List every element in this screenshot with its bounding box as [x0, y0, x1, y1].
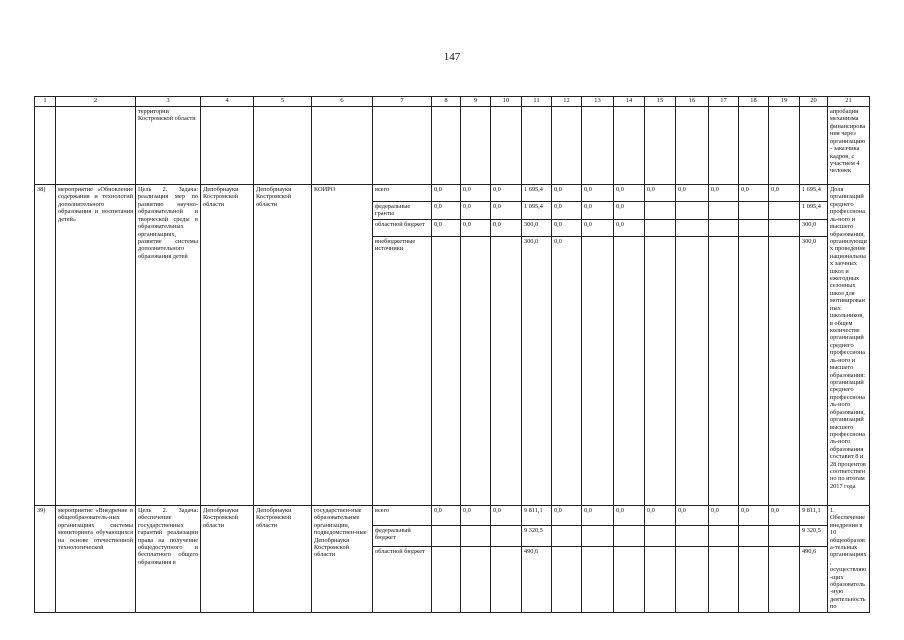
amount-cell: 0,0 — [582, 505, 614, 525]
amount-cell: 0,0 — [461, 505, 491, 525]
amount-cell: 1 695,4 — [800, 185, 828, 202]
amount-cell: 0,0 — [769, 185, 800, 202]
amount-cell — [582, 236, 614, 505]
financing-table — [34, 96, 870, 613]
amount-cell — [614, 526, 645, 547]
amount-cell — [432, 547, 461, 612]
target-indicator: 1. Обеспечение внедрения в 10 общеобразова-тельных организациях, осуществляю-щих образователь-ную деятельность по — [828, 505, 870, 612]
amount-cell: 9 320,5 — [800, 526, 828, 547]
header-col-20: 20 — [800, 97, 828, 107]
amount-cell: 0,0 — [432, 505, 461, 525]
amount-cell — [676, 236, 709, 505]
funding-source: всего — [373, 505, 432, 525]
amount-cell: 0,0 — [432, 202, 461, 220]
amount-cell — [739, 202, 769, 220]
amount-cell: 0,0 — [461, 185, 491, 202]
amount-cell — [552, 547, 582, 612]
amount-cell — [769, 202, 800, 220]
header-col-7: 7 — [373, 97, 432, 107]
amount-cell: 0,0 — [709, 505, 739, 525]
amount-cell — [645, 219, 676, 236]
amount-cell: 0,0 — [709, 185, 739, 202]
header-col-16: 16 — [676, 97, 709, 107]
responsible-executor: Депобрнауки Костромской области — [254, 185, 312, 506]
header-col-18: 18 — [739, 97, 769, 107]
continuation-row — [35, 107, 870, 185]
amount-cell: 0,0 — [491, 185, 522, 202]
header-col-5: 5 — [254, 97, 312, 107]
amount-cell — [461, 526, 491, 547]
amount-cell — [739, 526, 769, 547]
header-col-4: 4 — [201, 97, 254, 107]
amount-cell — [739, 236, 769, 505]
amount-cell — [582, 526, 614, 547]
activity-number: 39) — [35, 505, 56, 612]
funding-source: всего — [373, 185, 432, 202]
page-number: 147 — [443, 51, 461, 63]
amount-cell — [709, 219, 739, 236]
amount-cell — [709, 526, 739, 547]
amount-cell — [645, 547, 676, 612]
amount-cell: 0,0 — [614, 219, 645, 236]
activity-task: Цель 2. Задача: обеспечение государственных гарантий реализации права на получение общедоступного и бесплатного общего образования в — [136, 505, 201, 612]
continuation-territory: территории Костромской области — [136, 107, 201, 185]
amount-cell: 0,0 — [461, 219, 491, 236]
amount-cell — [676, 219, 709, 236]
header-col-19: 19 — [769, 97, 800, 107]
amount-cell: 0,0 — [739, 505, 769, 525]
amount-cell: 0,0 — [614, 185, 645, 202]
amount-cell — [645, 526, 676, 547]
amount-cell — [769, 236, 800, 505]
amount-cell: 0,0 — [432, 219, 461, 236]
continuation-indicator: апробации механизма финансирования через организацию - заказчика кадров, с участием 4 человек — [828, 107, 870, 185]
funding-source: областной бюджет — [373, 219, 432, 236]
amount-cell — [676, 547, 709, 612]
funding-source: федеральные гранты — [373, 202, 432, 220]
amount-cell: 1 095,4 — [800, 202, 828, 220]
amount-cell: 0,0 — [552, 505, 582, 525]
amount-cell: 0,0 — [645, 185, 676, 202]
amount-cell — [432, 526, 461, 547]
coordinator: Депобрнауки Костромской области — [201, 185, 254, 506]
amount-cell: 300,0 — [800, 236, 828, 505]
header-col-21: 21 — [828, 97, 870, 107]
activity-name: мероприятие «Внедрение в общеобразователь-ных организациях системы мониторинга обучающихся на основе отечественной технологической — [56, 505, 136, 612]
header-col-15: 15 — [645, 97, 676, 107]
funding-source: областной бюджет — [373, 547, 432, 612]
amount-cell — [676, 526, 709, 547]
coordinator: Депобрнауки Костромской области — [201, 505, 254, 612]
amount-cell — [739, 219, 769, 236]
header-col-10: 10 — [491, 97, 522, 107]
amount-cell — [461, 547, 491, 612]
amount-cell — [491, 526, 522, 547]
amount-cell: 1 695,4 — [522, 185, 552, 202]
amount-cell — [645, 202, 676, 220]
amount-cell: 0,0 — [739, 185, 769, 202]
activity-name: мероприятие «Обновление содержания и технологий дополнительного образования и воспитания детей» — [56, 185, 136, 506]
amount-cell — [614, 547, 645, 612]
amount-cell — [739, 547, 769, 612]
header-col-11: 11 — [522, 97, 552, 107]
amount-cell: 0,0 — [769, 505, 800, 525]
amount-cell — [432, 236, 461, 505]
header-col-3: 3 — [136, 97, 201, 107]
amount-cell — [676, 202, 709, 220]
amount-cell — [709, 236, 739, 505]
amount-cell: 0,0 — [552, 202, 582, 220]
header-col-14: 14 — [614, 97, 645, 107]
amount-cell: 0,0 — [645, 505, 676, 525]
header-col-6: 6 — [312, 97, 373, 107]
funding-source: федеральный бюджет — [373, 526, 432, 547]
amount-cell: 0,0 — [461, 202, 491, 220]
amount-cell: 1 095,4 — [522, 202, 552, 220]
amount-cell: 0,0 — [552, 219, 582, 236]
executor: КОИРО — [312, 185, 373, 506]
amount-cell: 0,0 — [676, 185, 709, 202]
header-col-1: 1 — [35, 97, 56, 107]
responsible-executor: Депобрнауки Костромской области — [254, 505, 312, 612]
amount-cell: 0,0 — [491, 505, 522, 525]
header-col-2: 2 — [56, 97, 136, 107]
r38-row-0 — [35, 185, 870, 202]
amount-cell: 0,0 — [582, 219, 614, 236]
activity-number: 38) — [35, 185, 56, 506]
amount-cell — [491, 236, 522, 505]
amount-cell — [709, 547, 739, 612]
header-col-9: 9 — [461, 97, 491, 107]
header-row — [35, 97, 870, 107]
amount-cell: 490,6 — [800, 547, 828, 612]
amount-cell — [552, 526, 582, 547]
amount-cell — [769, 219, 800, 236]
amount-cell — [582, 547, 614, 612]
amount-cell: 0,0 — [552, 185, 582, 202]
amount-cell — [645, 236, 676, 505]
amount-cell: 0,0 — [676, 505, 709, 525]
header-col-12: 12 — [552, 97, 582, 107]
amount-cell — [491, 547, 522, 612]
header-col-8: 8 — [432, 97, 461, 107]
amount-cell: 490,6 — [522, 547, 552, 612]
amount-cell: 9 811,1 — [522, 505, 552, 525]
activity-task: Цель 2. Задача: реализация мер по развитию научно-образовательной и творческой среды в образовательных организациях, развитие системы дополнительного образования детей — [136, 185, 201, 506]
amount-cell — [461, 236, 491, 505]
amount-cell — [614, 236, 645, 505]
amount-cell — [769, 526, 800, 547]
amount-cell: 0,0 — [614, 202, 645, 220]
amount-cell: 0,0 — [614, 505, 645, 525]
amount-cell: 0,0 — [491, 219, 522, 236]
header-col-13: 13 — [582, 97, 614, 107]
amount-cell: 300,0 — [522, 219, 552, 236]
r39-row-0 — [35, 505, 870, 525]
executor: государствен-ные образовательные организации, подведомствен-ные Депобрнауки Костромской области — [312, 505, 373, 612]
amount-cell: 300,0 — [800, 219, 828, 236]
amount-cell: 0,0 — [582, 202, 614, 220]
target-indicator: Доля организаций среднего профессиональ-ного и высшего образования, организующих проведение национальных заочных школ и ежегодных сезонных школ для мотивированных школьников, в общем количестве организаций среднего профессиональ-ного и высшего образования: организаций среднего профессиональ-ного образования, организаций высшего профессиональ-ного образования составит 8 и 28 процентов соответственно по итогам 2017 года — [828, 185, 870, 506]
amount-cell — [709, 202, 739, 220]
amount-cell: 0,0 — [491, 202, 522, 220]
amount-cell: 300,0 — [522, 236, 552, 505]
amount-cell: 0,0 — [552, 236, 582, 505]
amount-cell — [769, 547, 800, 612]
header-col-17: 17 — [709, 97, 739, 107]
funding-source: внебюджетные источники — [373, 236, 432, 505]
amount-cell: 0,0 — [582, 185, 614, 202]
amount-cell: 0,0 — [432, 185, 461, 202]
amount-cell: 9 320,5 — [522, 526, 552, 547]
amount-cell: 9 811,1 — [800, 505, 828, 525]
